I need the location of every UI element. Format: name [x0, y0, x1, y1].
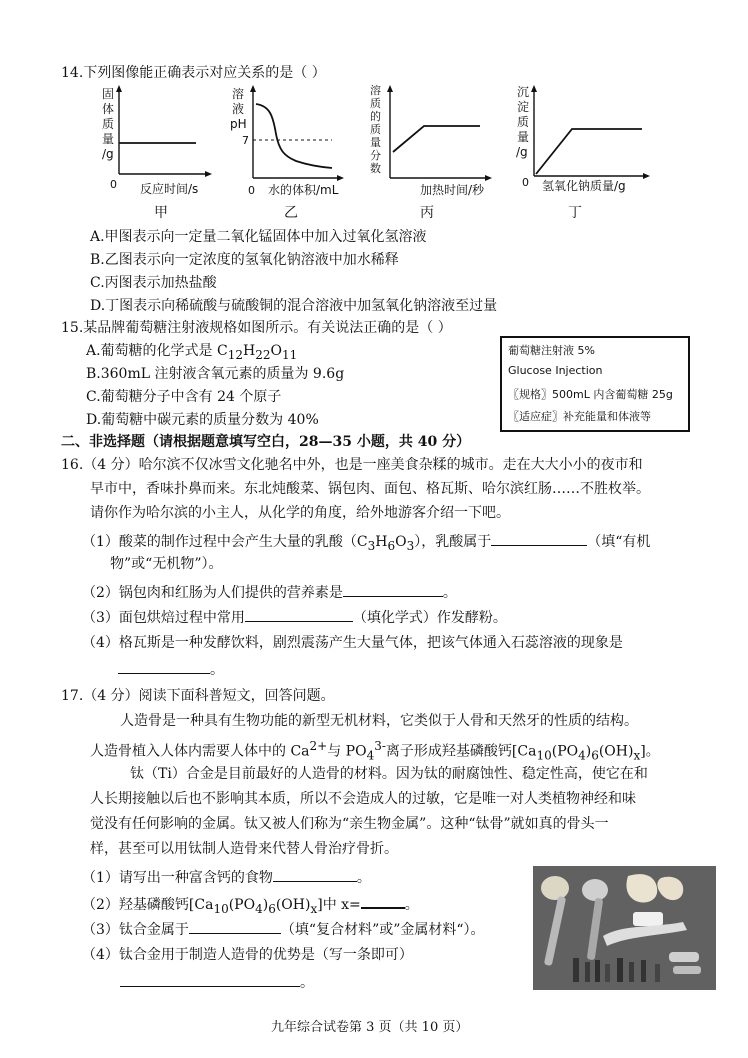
q14-option-d: D.丁图表示向稀硫酸与硫酸铜的混合溶液中加氢氧化钠溶液至过量	[90, 298, 498, 314]
graph-yi-ylabel-2: 液	[232, 102, 245, 116]
q17-para1-line1: 人造骨是一种具有生物功能的新型无机材料，它类似于人骨和天然牙的性质的结构。	[120, 713, 638, 729]
q17-part4-answer: 。	[120, 972, 314, 993]
q15-option-a: A.葡萄糖的化学式是 $C_{12}H_{22}O_{11}$	[86, 343, 298, 362]
graph-yi-caption: 乙	[284, 205, 298, 221]
graph-bing-xlabel: 加热时间/秒	[420, 183, 485, 197]
q14-option-c: C.丙图表示加热盐酸	[90, 275, 217, 291]
glucose-label-line3: 〖规格〗500mL 内含葡萄糖 25g	[508, 388, 673, 401]
q17-para2-line3: 觉没有任何影响的金属。钛又被人们称为“亲生物金属”。这种“钛骨”就如真的骨头一	[90, 816, 609, 832]
graph-ding-ylabel-1: 沉	[517, 85, 530, 99]
q17-part2: （2）羟基磷酸钙$[Ca_{10}(PO_4)_6(OH)_x]$中 x= 。	[82, 893, 419, 919]
q16-part1: （1）酸菜的制作过程中会产生大量的乳酸$(C_3H_6O_3)$，乳酸属于 （填“有机	[82, 531, 650, 556]
q15-option-c: C.葡萄糖分子中含有 24 个原子	[86, 389, 282, 405]
graph-bing	[370, 83, 492, 221]
q17-part4-blank[interactable]	[120, 972, 300, 987]
graph-yi-7: 7	[242, 134, 249, 147]
q14-graphs	[70, 82, 690, 222]
q16-line2: 早市中，香味扑鼻而来。东北炖酸菜、锅包肉、面包、格瓦斯、哈尔滨红肠……不胜枚举。	[90, 481, 650, 497]
graph-jia-ylabel-2: 体	[102, 102, 115, 116]
q17-part1-blank[interactable]	[273, 867, 357, 882]
graph-jia-ylabel-4: 量	[102, 132, 115, 146]
graph-yi-xlabel: 水的体积/mL	[268, 183, 339, 197]
graph-bing-caption: 丙	[420, 205, 434, 221]
q16-part2: （2）锅包肉和红肠为人们提供的营养素是 。	[82, 582, 457, 603]
q16-part3: （3）面包烘焙过程中常用 （填化学式）作发酵粉。	[82, 607, 507, 628]
q17-para2-line2: 人长期接触以后也不影响其本质，所以不会造成人的过敏，它是唯一对人类植物神经和味	[90, 791, 636, 807]
q16-line3: 请你作为哈尔滨的小主人，从化学的角度，给外地游客介绍一下吧。	[90, 505, 510, 521]
q14-stem: 14.下列图像能正确表示对应关系的是（ ）	[61, 65, 326, 81]
q16-part3-blank[interactable]	[245, 607, 353, 622]
graph-yi-origin: 0	[248, 184, 255, 197]
glucose-label-line2: Glucose Injection	[508, 364, 603, 377]
q17-part3-blank[interactable]	[189, 919, 281, 934]
q16-part4-answer: 。	[118, 659, 224, 680]
graph-jia-xlabel: 反应时间/s	[140, 182, 199, 196]
graph-jia-caption: 甲	[154, 205, 168, 221]
q17-stem: 17.（4 分）阅读下面科普短文，回答问题。	[61, 688, 335, 704]
graph-jia	[102, 85, 212, 221]
graph-ding-ylabel-3: 质	[517, 115, 530, 129]
graph-bing-ylabel-6: 分	[370, 149, 381, 162]
q17-part4: （4）钛合金用于制造人造骨的优势是（写一条即可）	[82, 947, 413, 963]
glucose-label-line1: 葡萄糖注射液 5%	[508, 344, 595, 357]
graph-yi-ylabel-3: pH	[230, 117, 247, 131]
graph-bing-ylabel-1: 溶	[370, 84, 381, 97]
q15-stem: 15.某品牌葡萄糖注射液规格如图所示。有关说法正确的是（ ）	[61, 320, 452, 336]
graph-jia-ylabel-3: 质	[102, 117, 115, 131]
graph-bing-ylabel-2: 质	[370, 97, 381, 110]
q14-option-a: A.甲图表示向一定量二氧化锰固体中加入过氧化氢溶液	[90, 229, 427, 245]
q17-para2-line4: 样，甚至可以用钛制人造骨来代替人骨治疗骨折。	[90, 841, 398, 857]
q16-part1-line2: 物”或“无机物”）。	[110, 556, 223, 572]
page-footer: 九年综合试卷第 3 页（共 10 页）	[271, 1020, 469, 1035]
q17-part1: （1）请写出一种富含钙的食物 。	[82, 867, 371, 888]
graph-ding	[516, 85, 650, 221]
glucose-label	[500, 336, 690, 432]
q14-option-b: B.乙图表示向一定浓度的氢氧化钠溶液中加水稀释	[90, 252, 399, 268]
graph-jia-ylabel-1: 固	[102, 87, 115, 101]
q17-part2-blank[interactable]	[361, 893, 405, 909]
graph-ding-ylabel-4: 量	[517, 130, 530, 144]
graph-ding-origin: 0	[522, 176, 529, 189]
graph-bing-ylabel-4: 质	[370, 123, 381, 136]
glucose-label-line4: 〖适应症〗补充能量和体液等	[508, 410, 651, 423]
graph-bing-ylabel-5: 量	[370, 136, 381, 149]
q17-para2-line1: 钛（Ti）合金是目前最好的人造骨的材料。因为钛的耐腐蚀性、稳定性高，使它在和	[130, 766, 648, 782]
titanium-implants-photo	[533, 866, 716, 990]
graph-ding-caption: 丁	[568, 205, 582, 221]
q16-part1-blank[interactable]	[491, 531, 587, 546]
graph-bing-ylabel-7: 数	[370, 162, 381, 175]
titanium-implants-illustration	[533, 866, 716, 990]
graph-jia-ylabel-5: /g	[102, 147, 114, 161]
graph-ding-ylabel-2: 淀	[517, 100, 530, 114]
q17-para1-line2: 人造骨植入人体内需要人体中的 $Ca^{2+}$与 $PO_4^{3-}$离子形成羟基磷酸钙$[Ca_{10}(PO_4)_6(OH)_x]$。	[90, 739, 660, 763]
graph-ding-xlabel: 氢氧化钠质量/g	[542, 179, 626, 193]
q16-part4-blank[interactable]	[118, 659, 210, 674]
q17-part3: （3）钛合金属于 （填“复合材料”或”金属材料“）。	[82, 919, 485, 940]
graph-ding-ylabel-5: /g	[516, 145, 528, 159]
graph-yi-ylabel-1: 溶	[232, 87, 245, 101]
q16-part4: （4）格瓦斯是一种发酵饮料，剧烈震荡产生大量气体，把该气体通入石蕊溶液的现象是	[82, 635, 623, 651]
graph-bing-ylabel-3: 的	[370, 110, 381, 123]
graph-jia-origin: 0	[110, 178, 117, 191]
q15-option-d: D.葡萄糖中碳元素的质量分数为 40%	[86, 412, 319, 428]
q16-part2-blank[interactable]	[343, 582, 443, 597]
q16-line1: 16.（4 分）哈尔滨不仅冰雪文化驰名中外，也是一座美食杂糅的城市。走在大大小小的夜市和	[61, 457, 643, 473]
graph-yi	[230, 85, 344, 221]
q15-option-b: B.360mL 注射液含氧元素的质量为 9.6g	[86, 366, 345, 382]
section2-heading: 二、非选择题（请根据题意填写空白，28—35 小题，共 40 分）	[61, 434, 471, 450]
